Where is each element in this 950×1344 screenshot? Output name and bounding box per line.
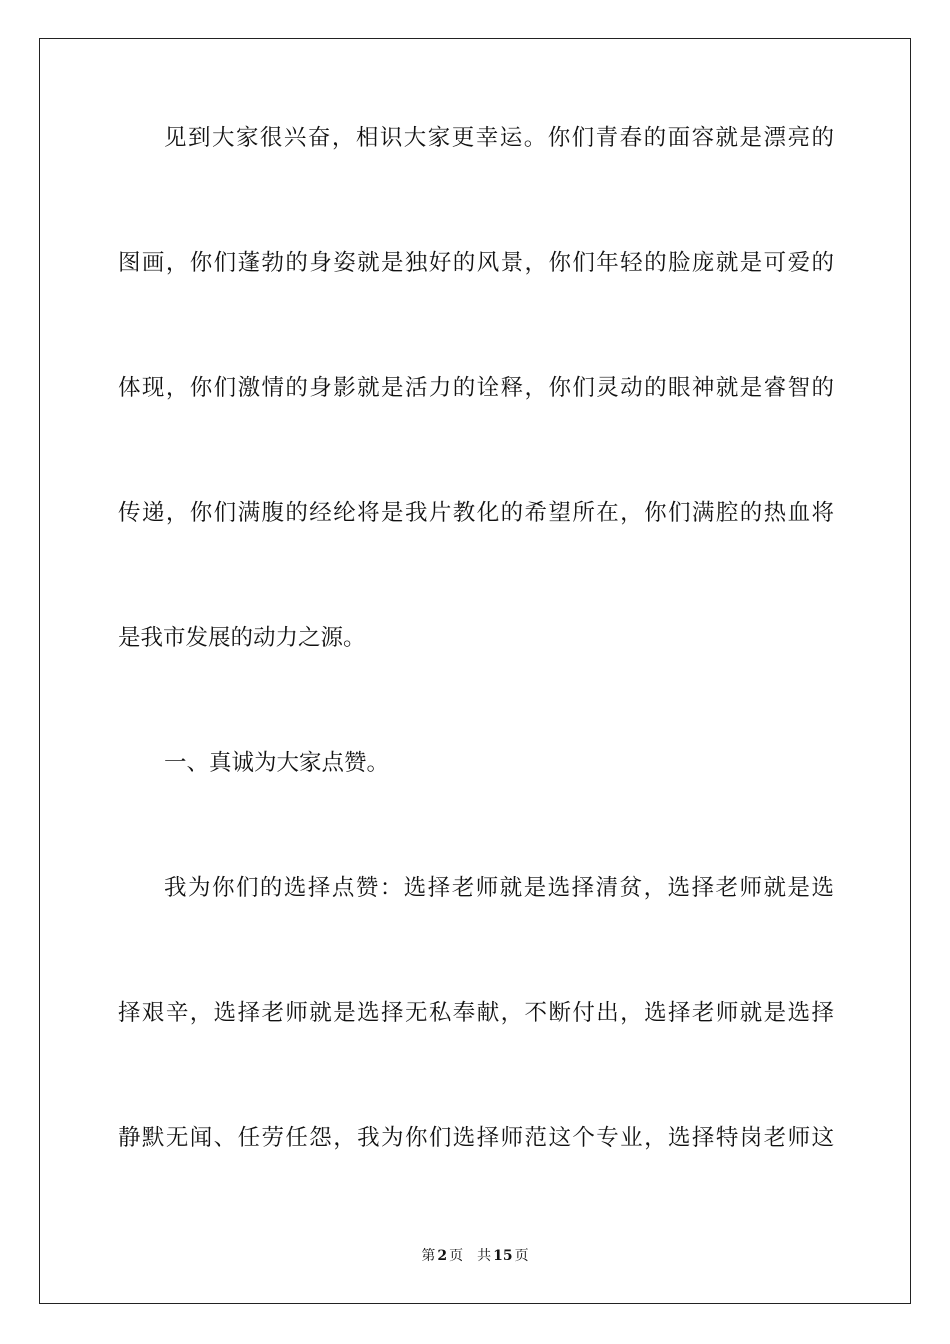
- paragraph-line: 体现，你们激情的身影就是活力的诠释，你们灵动的眼神就是睿智的: [118, 375, 834, 401]
- paragraph-line: 择艰辛，选择老师就是选择无私奉献，不断付出，选择老师就是选择: [118, 1000, 834, 1026]
- document-body: [118, 122, 834, 1247]
- page-number: 2: [437, 1248, 448, 1264]
- page-label-suffix: 页: [449, 1248, 464, 1264]
- page-label-prefix: 第: [421, 1248, 436, 1264]
- paragraph-line: 静默无闻、任劳任怨，我为你们选择师范这个专业，选择特岗老师这: [118, 1125, 834, 1151]
- total-pages: 15: [493, 1248, 513, 1264]
- paragraph-line: 见到大家很兴奋，相识大家更幸运。你们青春的面容就是漂亮的: [164, 125, 834, 151]
- page-footer: [0, 1246, 950, 1266]
- total-label-prefix: 共: [477, 1248, 492, 1264]
- paragraph-line: 传递，你们满腹的经纶将是我片教化的希望所在，你们满腔的热血将: [118, 500, 834, 526]
- paragraph-line: 图画，你们蓬勃的身姿就是独好的风景，你们年轻的脸庞就是可爱的: [118, 250, 834, 276]
- section-heading: 一、真诚为大家点赞。: [164, 750, 390, 776]
- paragraph-line: 是我市发展的动力之源。: [118, 625, 366, 651]
- paragraph-line: 我为你们的选择点赞：选择老师就是选择清贫，选择老师就是选: [164, 875, 834, 901]
- total-label-suffix: 页: [514, 1248, 529, 1264]
